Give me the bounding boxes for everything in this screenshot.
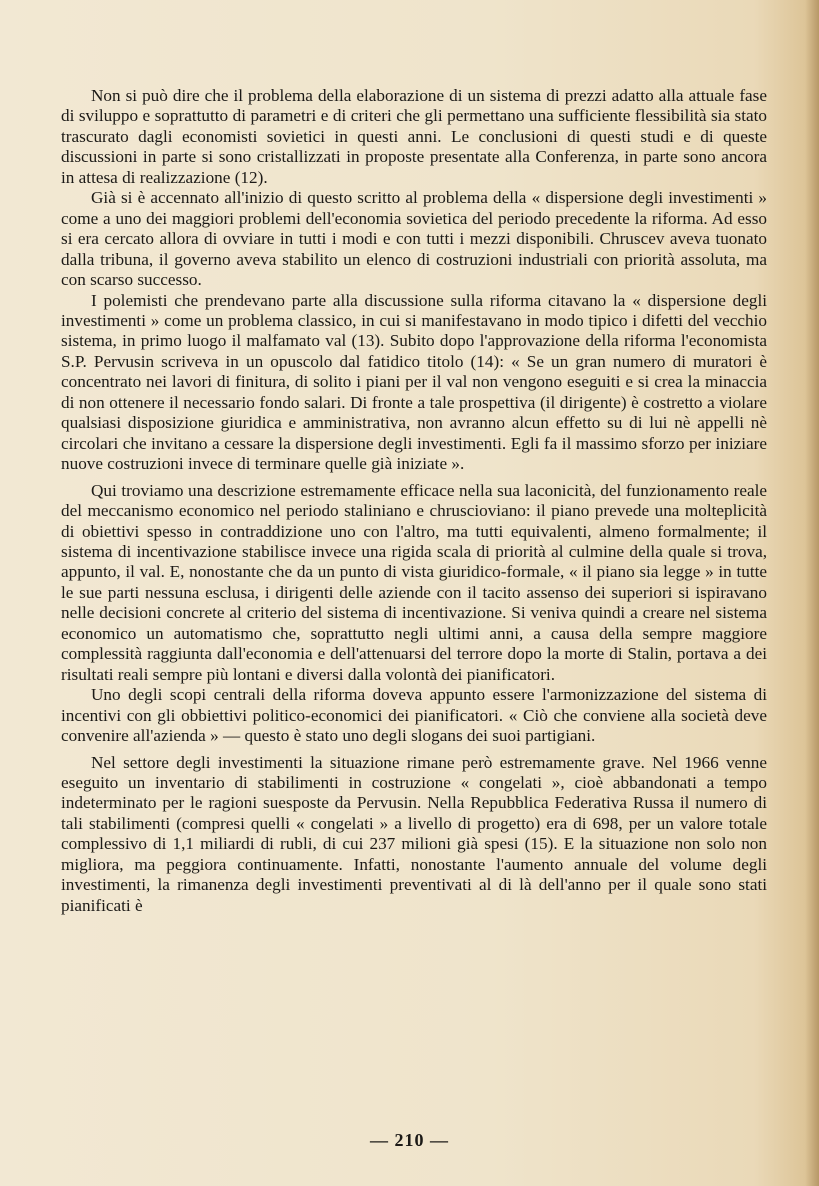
body-text xyxy=(61,86,767,916)
paragraph-5: Uno degli scopi centrali della riforma doveva appunto essere l'armonizzazione del sistema di incentivi con gli obbiettivi politico-economici dei pianificatori. « Ciò che conviene alla società deve convenire all'azienda » — questo è stato uno degli slogans dei suoi partigiani. xyxy=(61,685,767,746)
paragraph-4: Qui troviamo una descrizione estremamente efficace nella sua laconicità, del funzionamento reale del meccanismo economico nel periodo staliniano e chruscioviano: il piano prevede una molteplicità di obiettivi spesso in contraddizione uno con l'altro, ma tutti equivalenti, almeno formalmente; il sistema di incentivazione stabilisce invece una rigida scala di priorità al culmine della quale si trova, appunto, il val. E, nonostante che da un punto di vista giuridico-formale, « il piano sia legge » in tutte le sue parti nessuna esclusa, i dirigenti delle aziende con il tacito assenso dei superiori si ispiravano nelle decisioni concrete al criterio del sistema di incentivazione. Si veniva quindi a creare nel sistema economico un automatismo che, soprattutto negli ultimi anni, a causa della sempre maggiore complessità raggiunta dall'economia e dell'attenuarsi del terrore dopo la morte di Stalin, portava a dei risultati reali sempre più lontani e diversi dalla volontà dei pianificatori. xyxy=(61,480,767,684)
paragraph-3: I polemisti che prendevano parte alla discussione sulla riforma citavano la « dispersione degli investimenti » come un problema classico, in cui si manifestavano in modo tipico i difetti del vecchio sistema, in primo luogo il malfamato val (13). Subito dopo l'approvazione della riforma l'economista S.P. Pervusin scriveva in un opuscolo dal fatidico titolo (14): « Se un gran numero di muratori è concentrato nei lavori di finitura, di solito i piani per il val non vengono eseguiti e si crea la minaccia di non ottenere il necessario fondo salari. Di fronte a tale prospettiva (il dirigente) è costretto a violare qualsiasi disposizione giuridica e amministrativa, non avranno alcun effetto su di lui nè appelli nè circolari che invitano a cessare la dispersione degli investimenti. Egli fa il massimo sforzo per iniziare nuove costruzioni invece di terminare quelle già iniziate ». xyxy=(61,290,767,474)
page-number: — 210 — xyxy=(370,1130,449,1150)
paragraph-6: Nel settore degli investimenti la situazione rimane però estremamente grave. Nel 1966 venne eseguito un inventario di stabilimenti in costruzione « congelati », cioè abbandonati a tempo indeterminato per le ragioni suesposte da Pervusin. Nella Repubblica Federativa Russa il numero di tali stabilimenti (compresi quelli « congelati » a livello di progetto) era di 698, per un valore totale complessivo di 1,1 miliardi di rubli, di cui 237 milioni già spesi (15). E la situazione non solo non migliora, ma peggiora continuamente. Infatti, nonostante l'aumento annuale del volume degli investimenti, la rimanenza degli investimenti preventivati al di là dell'anno per il quale sono stati pianificati è xyxy=(61,752,767,915)
paragraph-1: Non si può dire che il problema della elaborazione di un sistema di prezzi adatto alla attuale fase di sviluppo e soprattutto di parametri e di criteri che gli permettano una sufficiente flessibilità sia stato trascurato dagli economisti sovietici in questi anni. Le conclusioni di questi studi e di queste discussioni in parte si sono cristallizzati in proposte presentate alla Conferenza, in parte sono ancora in attesa di realizzazione (12). xyxy=(61,86,767,187)
paragraph-2: Già si è accennato all'inizio di questo scritto al problema della « dispersione degli investimenti » come a uno dei maggiori problemi dell'economia sovietica del periodo precedente la riforma. Ad esso si era cercato allora di ovviare in tutti i modi e con tutti i mezzi disponibili. Chruscev aveva tuonato dalla tribuna, il governo aveva stabilito un elenco di costruzioni industriali con priorità assoluta, ma con scarso successo. xyxy=(61,188,767,290)
